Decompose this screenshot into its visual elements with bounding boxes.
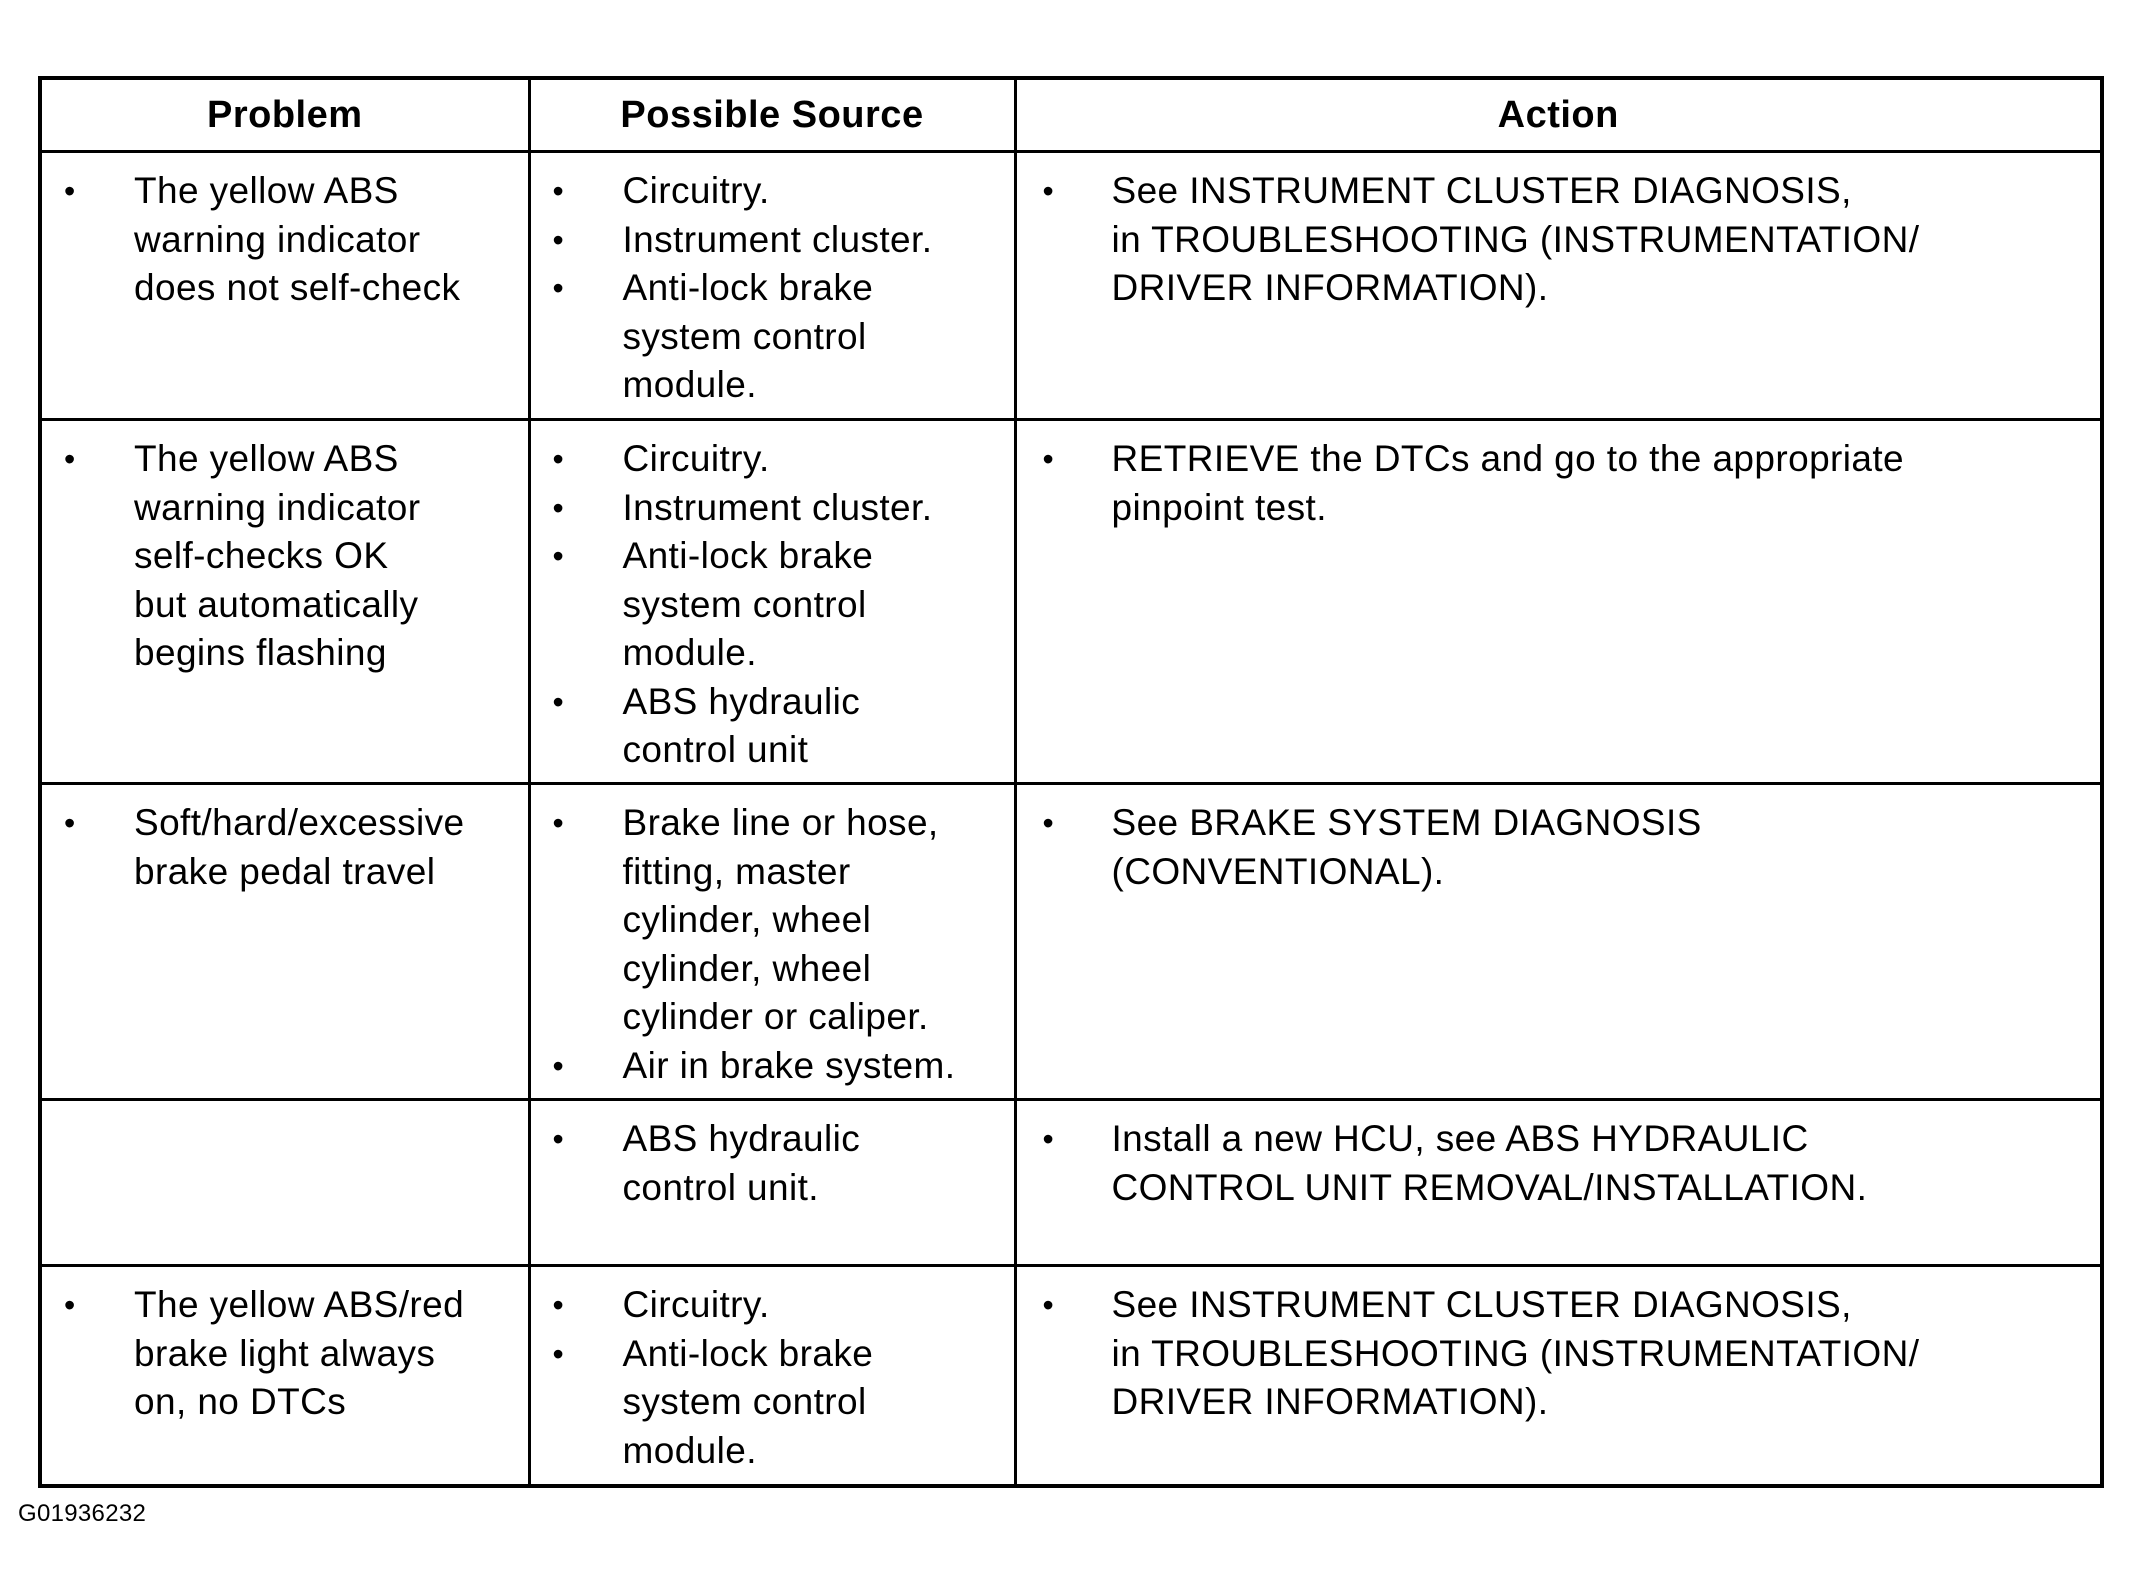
bullet-list [531,1101,1014,1212]
list-item: • RETRIEVE the DTCs and go to the appropriate pinpoint test. [1017,435,2091,532]
table-row [40,152,2102,420]
list-item: • See INSTRUMENT CLUSTER DIAGNOSIS, in TROUBLESHOOTING (INSTRUMENTATION/ DRIVER INFORMATION). [1017,1281,2091,1427]
list-item: • Instrument cluster. [531,484,1004,533]
action-cell [1015,420,2102,784]
possible-source-cell [529,1266,1015,1486]
list-item: • Circuitry. [531,1281,1004,1330]
list-item: • Anti-lock brake system control module. [531,532,1004,678]
bullet-list [42,421,528,678]
header-problem: Problem [40,78,529,152]
bullet-list [531,1267,1014,1475]
bullet-list [42,785,528,896]
possible-source-cell [529,152,1015,420]
table-row [40,420,2102,784]
problem-cell [40,1100,529,1266]
possible-source-cell [529,1100,1015,1266]
bullet-list [1017,421,2101,532]
problem-cell [40,1266,529,1486]
action-cell [1015,152,2102,420]
action-cell [1015,1266,2102,1486]
list-item: • The yellow ABS warning indicator self-checks OK but automatically begins flashing [42,435,518,678]
bullet-list [42,1101,528,1115]
list-item: • The yellow ABS/red brake light always on, no DTCs [42,1281,518,1427]
list-item: • Install a new HCU, see ABS HYDRAULIC CONTROL UNIT REMOVAL/INSTALLATION. [1017,1115,2091,1212]
header-row [40,78,2102,152]
list-item: • Brake line or hose, fitting, master cylinder, wheel cylinder, wheel cylinder or caliper. [531,799,1004,1042]
list-item: • Soft/hard/excessive brake pedal travel [42,799,518,896]
list-item: • Circuitry. [531,435,1004,484]
list-item: • Anti-lock brake system control module. [531,1330,1004,1476]
diagnosis-table [38,76,2104,1488]
list-item: • See INSTRUMENT CLUSTER DIAGNOSIS, in TROUBLESHOOTING (INSTRUMENTATION/ DRIVER INFORMATION). [1017,167,2091,313]
list-item: • Circuitry. [531,167,1004,216]
bullet-list [1017,1267,2101,1427]
table-row [40,1100,2102,1266]
list-item: • ABS hydraulic control unit. [531,1115,1004,1212]
list-item: • The yellow ABS warning indicator does not self-check [42,167,518,313]
problem-cell [40,152,529,420]
table-row [40,1266,2102,1486]
action-cell [1015,1100,2102,1266]
bullet-list [1017,1101,2101,1212]
bullet-list [42,1267,528,1427]
list-item: • See BRAKE SYSTEM DIAGNOSIS (CONVENTIONAL). [1017,799,2091,896]
action-cell [1015,784,2102,1100]
header-possible-source: Possible Source [529,78,1015,152]
list-item: • Air in brake system. [531,1042,1004,1091]
possible-source-cell [529,784,1015,1100]
problem-cell [40,784,529,1100]
table-row [40,784,2102,1100]
list-item: • Anti-lock brake system control module. [531,264,1004,410]
possible-source-cell [529,420,1015,784]
bullet-list [531,153,1014,410]
bullet-list [42,153,528,313]
bullet-list [1017,785,2101,896]
bullet-list [531,785,1014,1090]
bullet-list [531,421,1014,775]
list-item: • ABS hydraulic control unit [531,678,1004,775]
figure-id: G01936232 [18,1500,147,1527]
bullet-list [1017,153,2101,313]
list-item: • Instrument cluster. [531,216,1004,265]
problem-cell [40,420,529,784]
header-action: Action [1015,78,2102,152]
